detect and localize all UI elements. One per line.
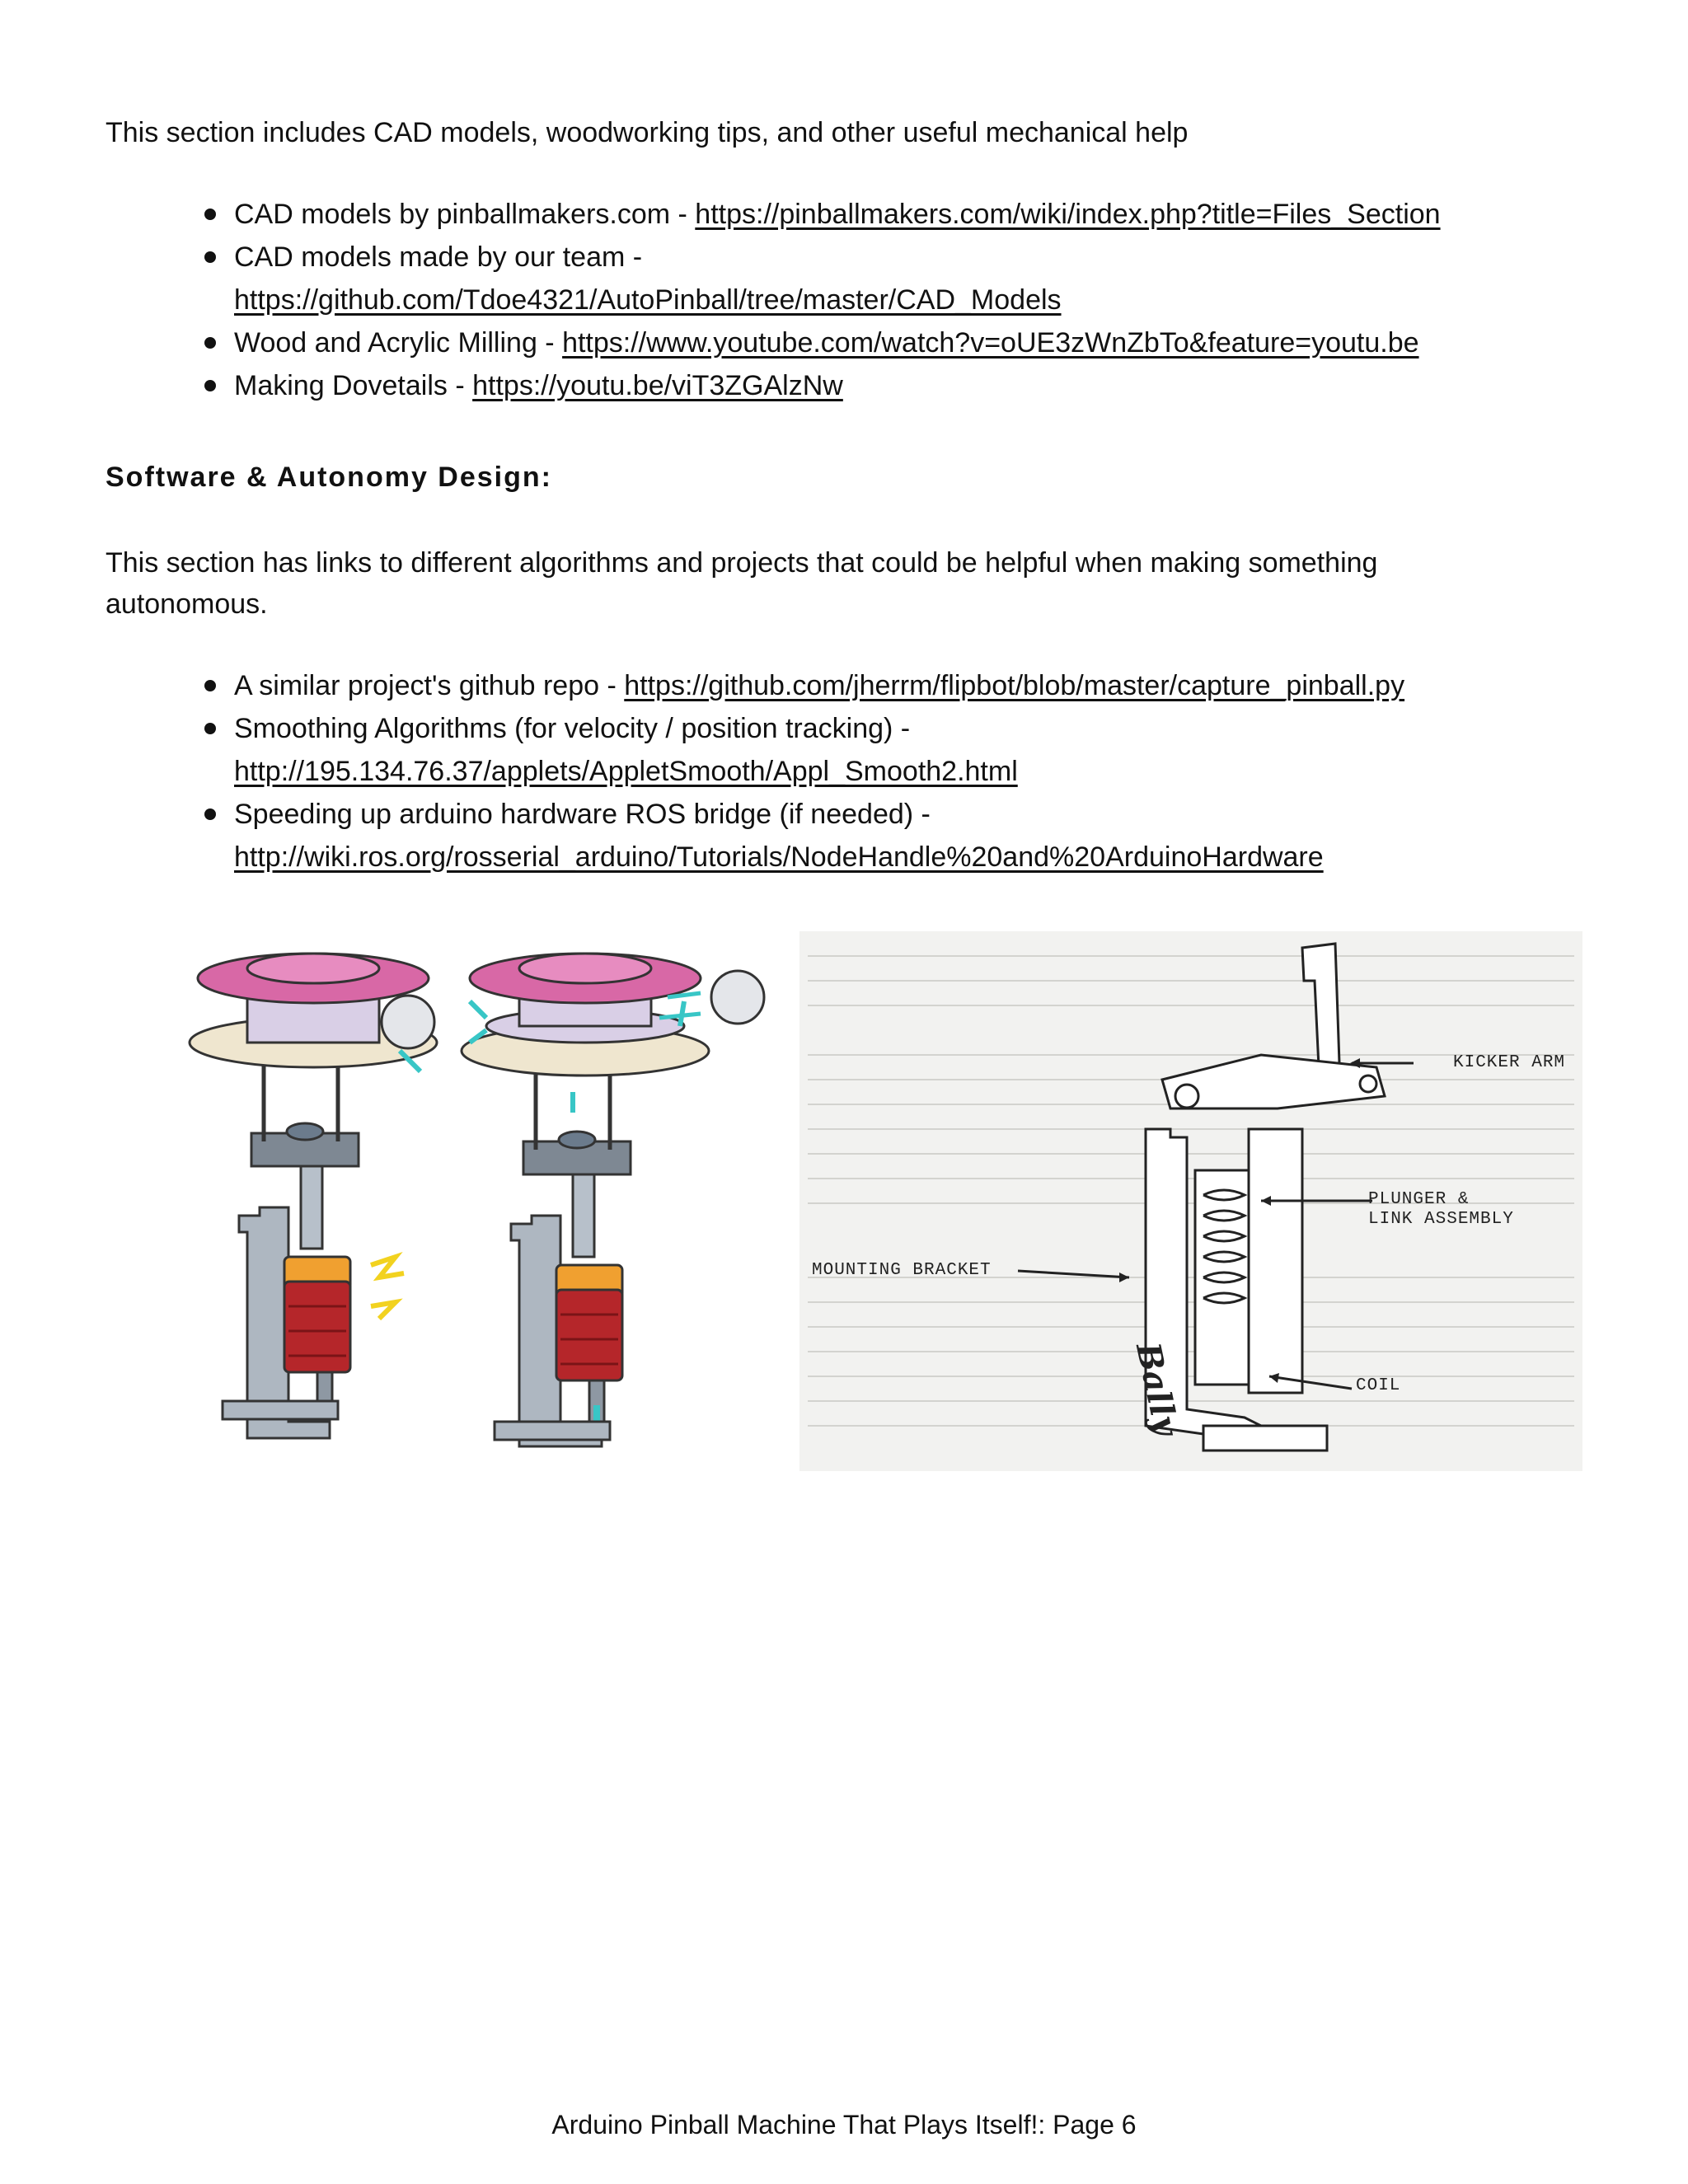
list-item: [234, 193, 1553, 236]
page-footer: Arduino Pinball Machine That Plays Itself!: Page 6: [551, 2110, 1137, 2139]
pop-bumper-illustration: [124, 927, 767, 1471]
coil-label: COIL: [1356, 1376, 1401, 1395]
plunger-label-line1: PLUNGER &: [1368, 1190, 1470, 1209]
list-item-label: A similar project's github repo -: [234, 670, 625, 701]
mounting-bracket-label: MOUNTING BRACKET: [812, 1261, 992, 1280]
pop-bumper-fired: [462, 954, 764, 1446]
software-heading: Software & Autonomy Design:: [106, 462, 552, 493]
kicker-arm-label: KICKER ARM: [1453, 1053, 1566, 1072]
list-item-label: Wood and Acrylic Milling -: [234, 327, 563, 359]
list-item-label: CAD models by pinballmakers.com -: [234, 199, 696, 230]
plunger-label-line2: LINK ASSEMBLY: [1368, 1210, 1514, 1229]
list-item: [234, 364, 1553, 407]
software-link-list: [234, 664, 1553, 879]
bally-brand-mark: Bally: [1128, 1339, 1186, 1439]
list-item-label: CAD models made by our team -: [234, 241, 643, 273]
kicker-diagram: [799, 931, 1582, 1471]
dovetails-video-link[interactable]: https://youtu.be/viT3ZGAlzNw: [472, 370, 843, 401]
mechanical-link-list: [234, 193, 1553, 407]
smoothing-applet-link[interactable]: http://195.134.76.37/applets/AppletSmooth/Appl_Smooth2.html: [234, 756, 1018, 787]
list-item: [234, 664, 1553, 707]
list-item: [234, 321, 1553, 364]
pinballmakers-link[interactable]: https://pinballmakers.com/wiki/index.php?title=Files_Section: [695, 199, 1441, 230]
list-item: [234, 236, 1100, 321]
list-item: [234, 793, 1324, 879]
software-intro: This section has links to different algorithms and projects that could be helpful when making something autonomous.: [106, 547, 1378, 620]
milling-video-link[interactable]: https://www.youtube.com/watch?v=oUE3zWnZbTo&feature=youtu.be: [562, 327, 1419, 359]
flipbot-repo-link[interactable]: https://github.com/jherrm/flipbot/blob/master/capture_pinball.py: [624, 670, 1405, 701]
pop-bumper-rest: [190, 954, 437, 1438]
rosserial-tutorial-link[interactable]: http://wiki.ros.org/rosserial_arduino/Tutorials/NodeHandle%20and%20ArduinoHardware: [234, 841, 1324, 873]
list-item-label: Making Dovetails -: [234, 370, 473, 401]
autopinball-cad-link[interactable]: https://github.com/Tdoe4321/AutoPinball/tree/master/CAD_Models: [234, 284, 1062, 316]
list-item: [234, 707, 1100, 793]
list-item-label: Speeding up arduino hardware ROS bridge (if needed) -: [234, 799, 931, 830]
list-item-label: Smoothing Algorithms (for velocity / position tracking) -: [234, 713, 911, 744]
mechanical-intro: This section includes CAD models, woodworking tips, and other useful mechanical help: [106, 117, 1189, 148]
